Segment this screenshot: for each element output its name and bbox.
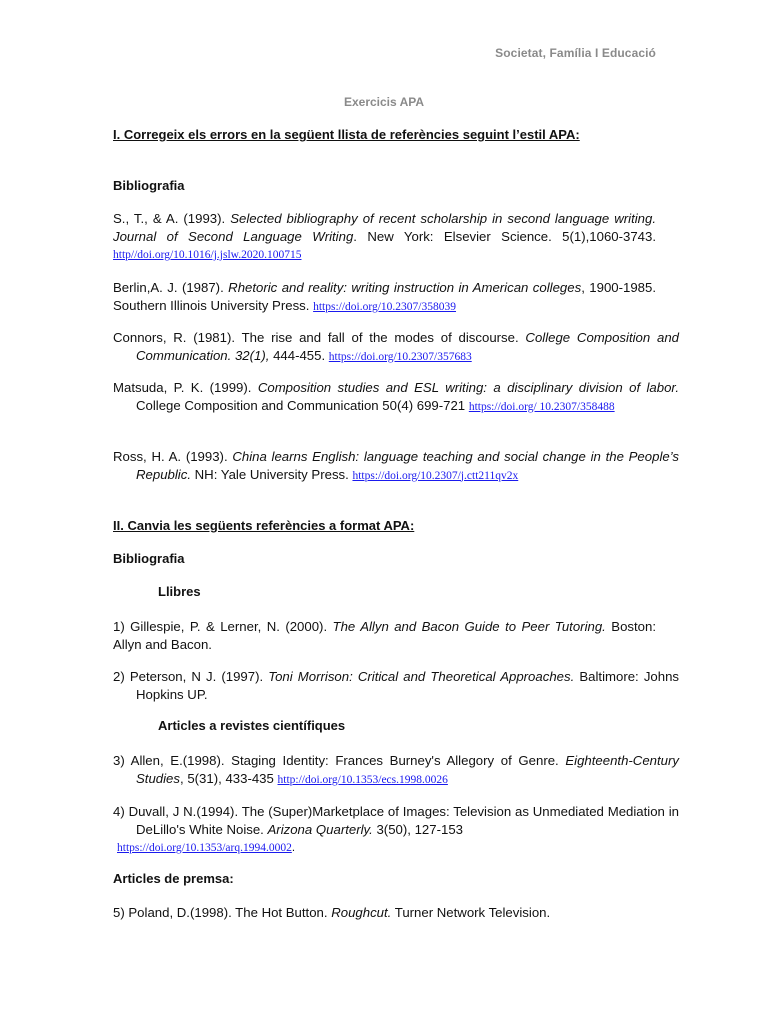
reference-text: S., T., & A. (1993). [113, 211, 231, 226]
reference-text: 3) Allen, E.(1998). Staging Identity: Frances Burney's Allegory of Genre. [113, 753, 566, 768]
section-2-heading: II. Canvia les següents referències a format APA: [113, 518, 415, 533]
italic-title: The Allyn and Bacon Guide to Peer Tutoring. [332, 619, 606, 634]
doi-link[interactable]: https://doi.org/ 10.2307/358488 [468, 400, 615, 413]
doi-link[interactable]: https://doi.org/10.2307/358039 [313, 300, 457, 313]
articles-subheading: Articles a revistes científiques [158, 718, 346, 733]
doi-link[interactable]: http://doi.org/10.1353/ecs.1998.0026 [277, 773, 448, 786]
reference-item [113, 279, 656, 316]
reference-text: Matsuda, P. K. (1999). [113, 380, 258, 395]
reference-text: 4) Duvall, J N.(1994). The (Super)Marketplace of Images: Television as Unmediated Mediation in DeLillo's White Noise. [113, 804, 679, 837]
reference-text: Turner Network Television. [391, 905, 551, 920]
reference-text: Berlin,A. J. (1987). [113, 280, 229, 295]
italic-title: College Composition and Communication. 32(1), [136, 330, 679, 363]
press-subheading: Articles de premsa: [113, 871, 234, 886]
section-1-heading: I. Corregeix els errors en la següent llista de referències seguint l’estil APA: [113, 127, 580, 142]
reference-item [113, 379, 679, 416]
reference-text: Baltimore: Johns Hopkins UP. [136, 669, 680, 702]
book-reference-item [113, 668, 679, 703]
article-reference-item [113, 803, 679, 858]
reference-text: Connors, R. (1981). The rise and fall of the modes of discourse. [113, 330, 526, 345]
italic-title: China learns English: language teaching and social change in the People’s Republic. [136, 449, 679, 482]
doi-link[interactable]: https://doi.org/10.2307/j.ctt211qv2x [352, 469, 519, 482]
reference-text: 3(50), 127-153 [372, 821, 463, 837]
reference-text: 2) Peterson, N J. (1997). [113, 669, 269, 684]
reference-text: College Composition and Communication 50(4) 699-721 [136, 397, 469, 413]
reference-text: . [291, 842, 296, 854]
italic-title: Eighteenth-Century Studies [136, 753, 679, 786]
article-reference-item [113, 752, 679, 789]
reference-text: Ross, H. A. (1993). [113, 449, 233, 464]
italic-title: Toni Morrison: Critical and Theoretical Approaches. [268, 669, 575, 684]
section-2-bibliography-label: Bibliografia [113, 551, 185, 566]
doi-link[interactable]: http//doi.org/10.1016/j.jslw.2020.100715 [113, 249, 302, 261]
reference-text: 1) Gillespie, P. & Lerner, N. (2000). [113, 619, 333, 634]
reference-item [113, 210, 656, 265]
reference-text: 5) Poland, D.(1998). The Hot Button. [113, 905, 332, 920]
italic-title: Rhetoric and reality: writing instruction in American colleges [228, 280, 582, 295]
doi-link[interactable]: https://doi.org/10.2307/357683 [328, 350, 472, 363]
reference-text: NH: Yale University Press. [190, 466, 353, 482]
italic-title: Composition studies and ESL writing: a disciplinary division of labor. [257, 380, 680, 395]
reference-item [113, 329, 679, 366]
page-header: Societat, Família I Educació [495, 46, 656, 60]
reference-item [113, 448, 679, 485]
doi-link[interactable]: https://doi.org/10.1353/arq.1994.0002 [117, 842, 292, 854]
reference-text: , 1900-1985. Southern Illinois University Press. [113, 280, 657, 313]
press-reference-item [113, 904, 656, 922]
italic-title: Arizona Quarterly. [267, 821, 373, 837]
reference-text: 444-455. [269, 347, 329, 363]
italic-title: Roughcut. [331, 905, 392, 920]
italic-title: Selected bibliography of recent scholarship in second language writing. Journal of Second Language Writing [113, 211, 656, 244]
reference-text: , 5(31), 433-435 [180, 770, 278, 786]
reference-text: Boston: Allyn and Bacon. [113, 619, 656, 652]
book-reference-item [113, 618, 656, 653]
books-subheading: Llibres [158, 584, 201, 599]
reference-text: . New York: Elsevier Science. 5(1),1060-3743. [353, 228, 656, 244]
document-title: Exercicis APA [343, 95, 425, 109]
section-1-bibliography-label: Bibliografia [113, 178, 185, 193]
